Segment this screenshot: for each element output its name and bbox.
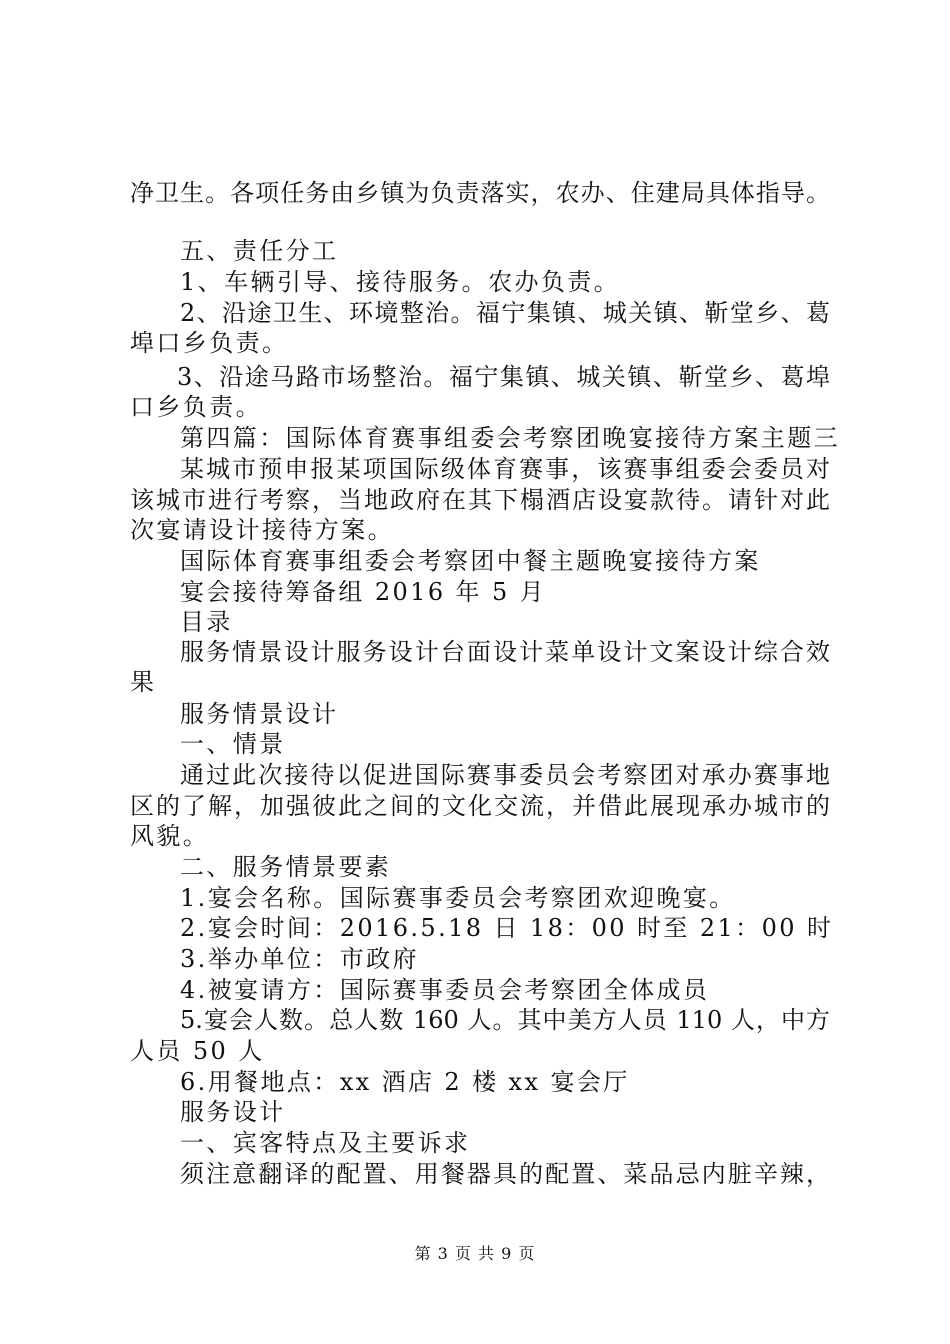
text-line: 风貌。 [130,822,210,850]
text-line: 3、沿途马路市场整治。福宁集镇、城关镇、靳堂乡、葛埠 [177,363,830,391]
toc-line: 服务情景设计服务设计台面设计菜单设计文案设计综合效 [180,638,830,666]
section-heading: 服务情景设计 [180,700,339,728]
section-heading: 二、服务情景要素 [180,853,392,881]
article-title: 第四篇：国际体育赛事组委会考察团晚宴接待方案主题三 [180,424,840,452]
page-number: 第 3 页 共 9 页 [414,1244,536,1263]
toc-line: 果 [130,668,157,696]
text-line: 须注意翻译的配置、用餐器具的配置、菜品忌内脏辛辣， [180,1160,830,1188]
text-line: 某城市预申报某项国际级体育赛事，该赛事组委会委员对 [180,455,830,483]
text-line: 区的了解，加强彼此之间的文化交流，并借此展现承办城市的 [130,792,830,820]
list-item: 6.用餐地点：xx 酒店 2 楼 xx 宴会厅 [180,1068,630,1096]
section-heading: 服务设计 [180,1098,286,1126]
toc-heading: 目录 [180,608,233,636]
list-item: 人员 50 人 [130,1037,265,1065]
section-heading: 一、情景 [180,730,286,758]
text-line: 净卫生。各项任务由乡镇为负责落实，农办、住建局具体指导。 [130,179,830,207]
text-line: 1、车辆引导、接待服务。农办负责。 [180,268,621,296]
list-item: 4.被宴请方：国际赛事委员会考察团全体成员 [180,976,710,1004]
text-line: 埠口乡负责。 [130,329,289,357]
text-line: 次宴请设计接待方案。 [130,516,394,544]
plan-title: 国际体育赛事组委会考察团中餐主题晚宴接待方案 [180,547,761,575]
list-item: 5.宴会人数。总人数 160 人。其中美方人员 110 人，中方 [180,1006,830,1034]
section-heading: 五、责任分工 [180,237,339,265]
section-heading: 一、宾客特点及主要诉求 [180,1129,471,1157]
text-line: 口乡负责。 [130,393,262,421]
list-item: 3.举办单位：市政府 [180,945,419,973]
text-line: 该城市进行考察，当地政府在其下榻酒店设宴款待。请针对此 [130,486,830,514]
list-item: 2.宴会时间：2016.5.18 日 18：00 时至 21：00 时 [180,914,834,942]
text-line: 通过此次接待以促进国际赛事委员会考察团对承办赛事地 [180,761,830,789]
text-line: 2、沿途卫生、环境整治。福宁集镇、城关镇、靳堂乡、葛 [180,299,830,327]
text-line: 宴会接待筹备组 2016 年 5 月 [180,578,547,606]
list-item: 1.宴会名称。国际赛事委员会考察团欢迎晚宴。 [180,884,736,912]
